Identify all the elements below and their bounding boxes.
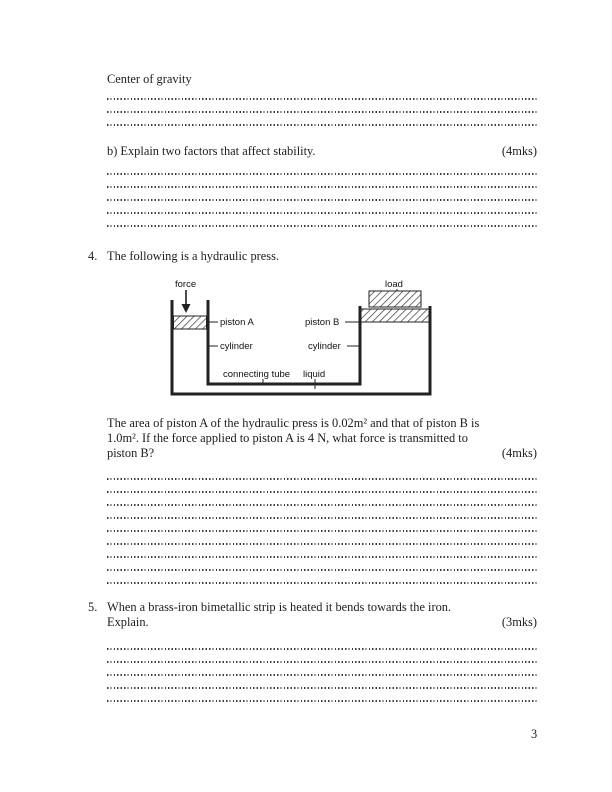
answer-line — [107, 116, 537, 129]
question-b-text: b) Explain two factors that affect stability. — [107, 144, 316, 158]
answer-line — [107, 191, 537, 204]
question-b-marks: (4mks) — [501, 144, 537, 158]
answer-line — [107, 483, 537, 496]
q5-marks: (3mks) — [501, 615, 537, 629]
piston-b-label: piston B — [305, 317, 340, 328]
q4-intro: The following is a hydraulic press. — [107, 249, 280, 263]
answer-line — [107, 640, 537, 653]
answer-lines-block3 — [107, 470, 537, 587]
hydraulic-press-diagram — [163, 276, 438, 406]
q5-line2: Explain. — [107, 615, 149, 629]
answer-line — [107, 90, 537, 103]
answer-line — [107, 496, 537, 509]
topic-heading: Center of gravity — [107, 72, 192, 86]
q5-line1: When a brass-iron bimetallic strip is heated it bends towards the iron. — [107, 600, 452, 614]
answer-line — [107, 561, 537, 574]
piston-a-shape — [174, 316, 207, 329]
piston-b-shape — [361, 309, 429, 322]
answer-lines-block4 — [107, 640, 537, 705]
load-shape — [369, 291, 421, 307]
cylinder-right-label: cylinder — [308, 341, 341, 352]
answer-line — [107, 522, 537, 535]
q5-line2-row — [107, 615, 537, 630]
load-label: load — [385, 279, 403, 290]
answer-line — [107, 470, 537, 483]
answer-line — [107, 217, 537, 230]
answer-line — [107, 509, 537, 522]
q4-number: 4. — [88, 249, 98, 263]
page-number: 3 — [531, 727, 538, 741]
answer-line — [107, 679, 537, 692]
q4-marks: (4mks) — [501, 446, 537, 460]
answer-line — [107, 653, 537, 666]
liquid-label: liquid — [303, 369, 326, 380]
question-b-row — [107, 144, 537, 159]
answer-line — [107, 692, 537, 705]
answer-line — [107, 204, 537, 217]
answer-line — [107, 574, 537, 587]
answer-line — [107, 178, 537, 191]
q4-line3-row — [107, 446, 537, 461]
q4-line3: piston B? — [107, 446, 155, 460]
answer-line — [107, 548, 537, 561]
q4-line1: The area of piston A of the hydraulic press is 0.02m² and that of piston B is — [107, 416, 480, 430]
answer-line — [107, 103, 537, 116]
force-arrow-icon — [182, 290, 191, 313]
force-label: force — [175, 279, 197, 290]
answer-line — [107, 666, 537, 679]
cylinder-left-label: cylinder — [220, 341, 253, 352]
answer-line — [107, 535, 537, 548]
connecting-tube-label: connecting tube — [223, 369, 291, 380]
q5-number: 5. — [88, 600, 98, 614]
answer-lines-block1 — [107, 90, 537, 129]
answer-line — [107, 165, 537, 178]
piston-a-label: piston A — [220, 317, 254, 328]
answer-lines-block2 — [107, 165, 537, 230]
q4-line2: 1.0m². If the force applied to piston A is 4 N, what force is transmitted to — [107, 431, 468, 445]
